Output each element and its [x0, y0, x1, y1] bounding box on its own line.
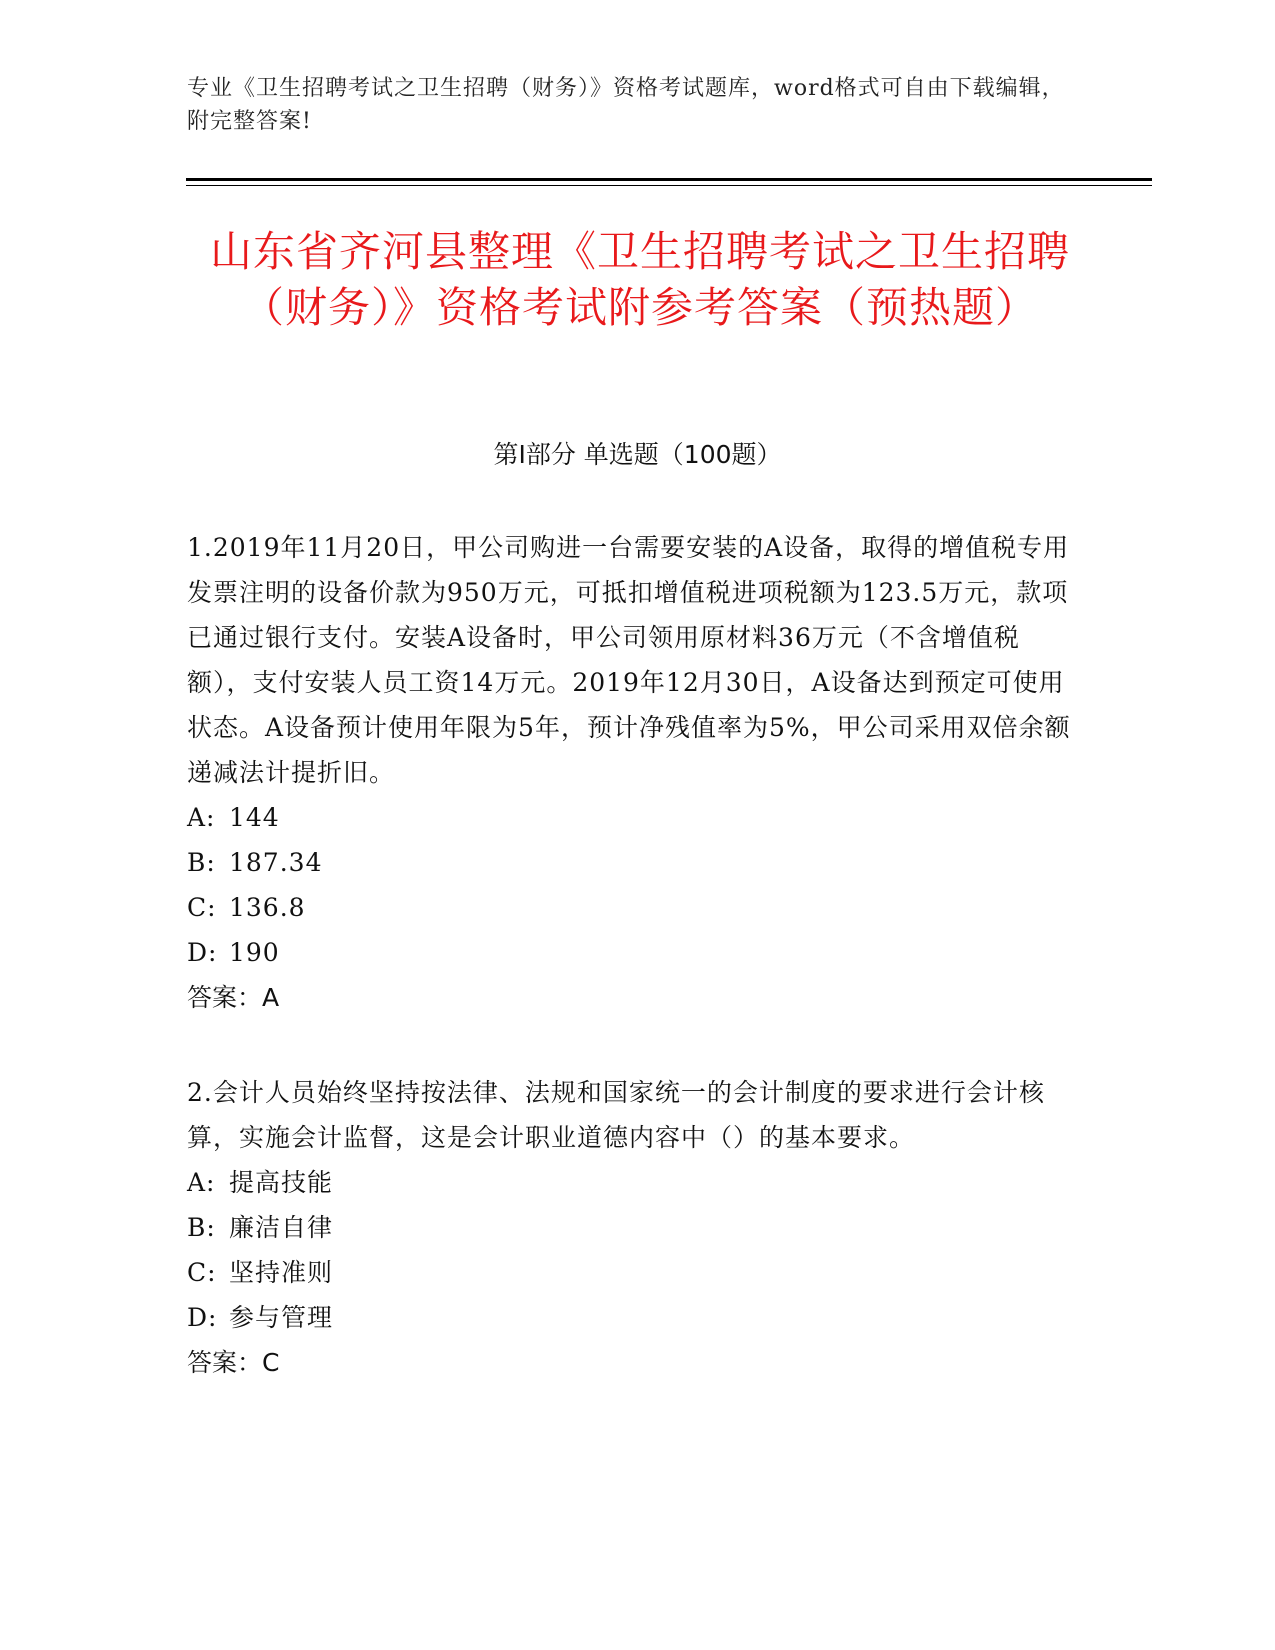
- option-value: 参与管理: [229, 1303, 334, 1332]
- option-key: B:: [187, 848, 216, 877]
- option-key: C:: [187, 1258, 217, 1287]
- option-b: [187, 840, 1077, 885]
- option-d: [187, 930, 1077, 975]
- question-1: [187, 525, 1077, 1020]
- option-value: 144: [229, 803, 280, 832]
- option-key: A:: [187, 803, 216, 832]
- option-d: [187, 1295, 1077, 1340]
- option-a: [187, 795, 1077, 840]
- option-value: 提高技能: [229, 1168, 334, 1197]
- answer-label: 答案：C: [187, 1348, 280, 1377]
- option-a: [187, 1160, 1077, 1205]
- option-b: [187, 1205, 1077, 1250]
- option-c: [187, 885, 1077, 930]
- option-key: C:: [187, 893, 217, 922]
- option-value: 廉洁自律: [229, 1213, 334, 1242]
- header-note: 专业《卫生招聘考试之卫生招聘（财务）》资格考试题库，word格式可自由下载编辑，附完整答案!: [187, 76, 1065, 134]
- question-2: [187, 1070, 1077, 1385]
- question-text: 1.2019年11月20日，甲公司购进一台需要安装的A设备，取得的增值税专用发票注明的设备价款为950万元，可抵扣增值税进项税额为123.5万元，款项已通过银行支付。安装A设备时，甲公司领用原材料36万元（不含增值税额），支付安装人员工资14万元。2019年12月30日，A设备达到预定可使用状态。A设备预计使用年限为5年，预计净残值率为5%，甲公司采用双倍余额递减法计提折旧。: [187, 533, 1071, 787]
- document-title: 山东省齐河县整理《卫生招聘考试之卫生招聘（财务）》资格考试附参考答案（预热题）: [209, 227, 1070, 332]
- option-key: B:: [187, 1213, 216, 1242]
- option-value: 坚持准则: [229, 1258, 334, 1287]
- option-value: 187.34: [229, 848, 323, 877]
- header-divider-thick: [186, 178, 1152, 181]
- answer-label: 答案：A: [187, 983, 280, 1012]
- question-text: 2.会计人员始终坚持按法律、法规和国家统一的会计制度的要求进行会计核算，实施会计监督，这是会计职业道德内容中（）的基本要求。: [187, 1078, 1045, 1152]
- option-value: 136.8: [229, 893, 306, 922]
- option-key: D:: [187, 1303, 218, 1332]
- option-value: 190: [229, 938, 280, 967]
- option-key: A:: [187, 1168, 216, 1197]
- section-title: 第I部分 单选题（100题）: [493, 440, 782, 469]
- header-divider-thin: [186, 185, 1152, 186]
- option-key: D:: [187, 938, 218, 967]
- option-c: [187, 1250, 1077, 1295]
